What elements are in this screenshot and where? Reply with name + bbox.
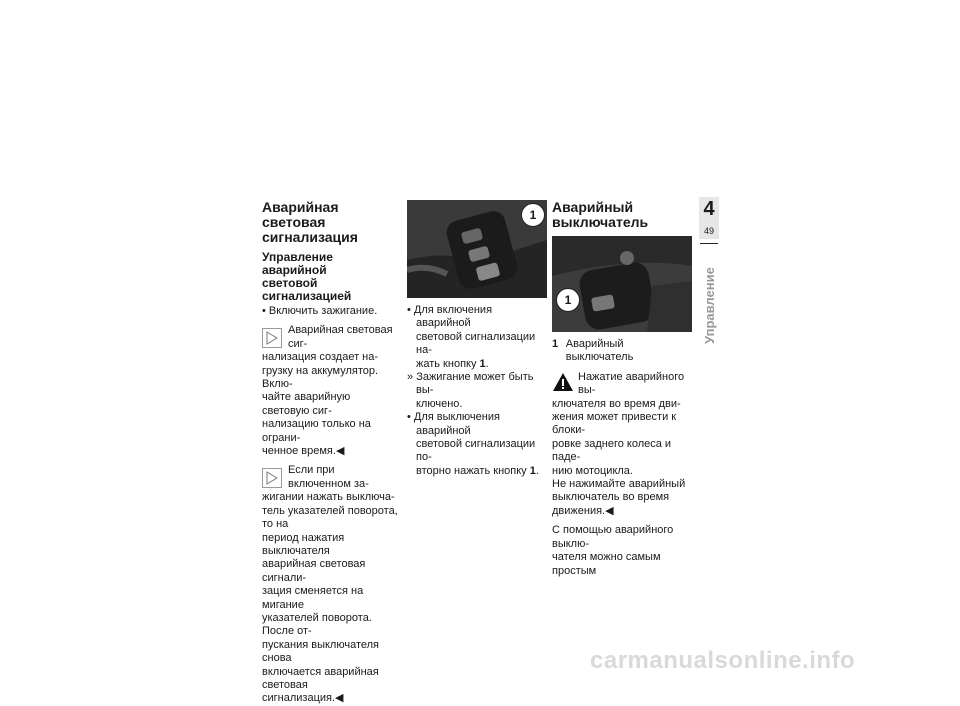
handlebar-switch-photo [407, 200, 547, 298]
column-2 [407, 200, 547, 478]
callout-1: 1 [521, 203, 545, 227]
watermark: carmanualsonline.info [590, 647, 856, 674]
caption-text: Аварийный выключатель [565, 338, 634, 364]
warning-block [552, 371, 692, 518]
section-heading-kill-switch: Аварийный выключатель [552, 199, 649, 230]
note-battery [262, 324, 400, 458]
subsection-heading: Управление аварийной световой сигнализацией [262, 250, 352, 303]
callout-1: 1 [556, 288, 580, 312]
step-enable: • Для включения аварийной световой сигнализации на- жать кнопку 1. [407, 304, 536, 370]
column-1 [262, 200, 400, 706]
photo-caption [552, 338, 692, 365]
chapter-title: Управление [702, 267, 717, 344]
chapter-number: 4 [703, 198, 715, 220]
note-triangle-icon [262, 468, 282, 488]
result-ignition-off: » Зажигание может быть вы- ключено. [407, 371, 534, 410]
note-triangle-icon [262, 328, 282, 348]
kill-switch-paragraph: С помощью аварийного выклю- чателя можно самым простым [552, 524, 674, 577]
step-ignition: • Включить зажигание. [262, 305, 378, 317]
note-battery-text: Аварийная световая сиг- нализация создает на- грузку на аккумулятор. Вклю- чайте аварийную световую сиг- нализацию только на ограни- ченное время.◀ [262, 324, 393, 458]
note-indicator-text: Если при включенном за- жигании нажать выключа- тель указателей поворота, то на период нажатия выключателя аварийная световая сигнали- зация сменяется на мигание указателей поворота. После от- пускания выключателя снова включается аварийная световая сигнализация.◀ [262, 464, 398, 705]
warning-icon [552, 372, 574, 392]
section-heading: Аварийная световая сигнализация [262, 199, 358, 245]
chapter-divider [700, 243, 718, 244]
warning-text: Нажатие аварийного вы- ключателя во время дви- жения может привести к блоки- ровке заднего колеса и паде- нию мотоцикла. Не нажимайте аварийный выключатель во время движения.◀ [552, 370, 686, 517]
note-indicator [262, 464, 400, 705]
step-disable: • Для выключения аварийной световой сигнализации по- вторно нажать кнопку 1. [407, 411, 539, 477]
column-3 [552, 200, 692, 578]
kill-switch-photo [552, 236, 692, 332]
caption-number: 1 [552, 338, 559, 350]
page-number: 49 [703, 226, 714, 236]
